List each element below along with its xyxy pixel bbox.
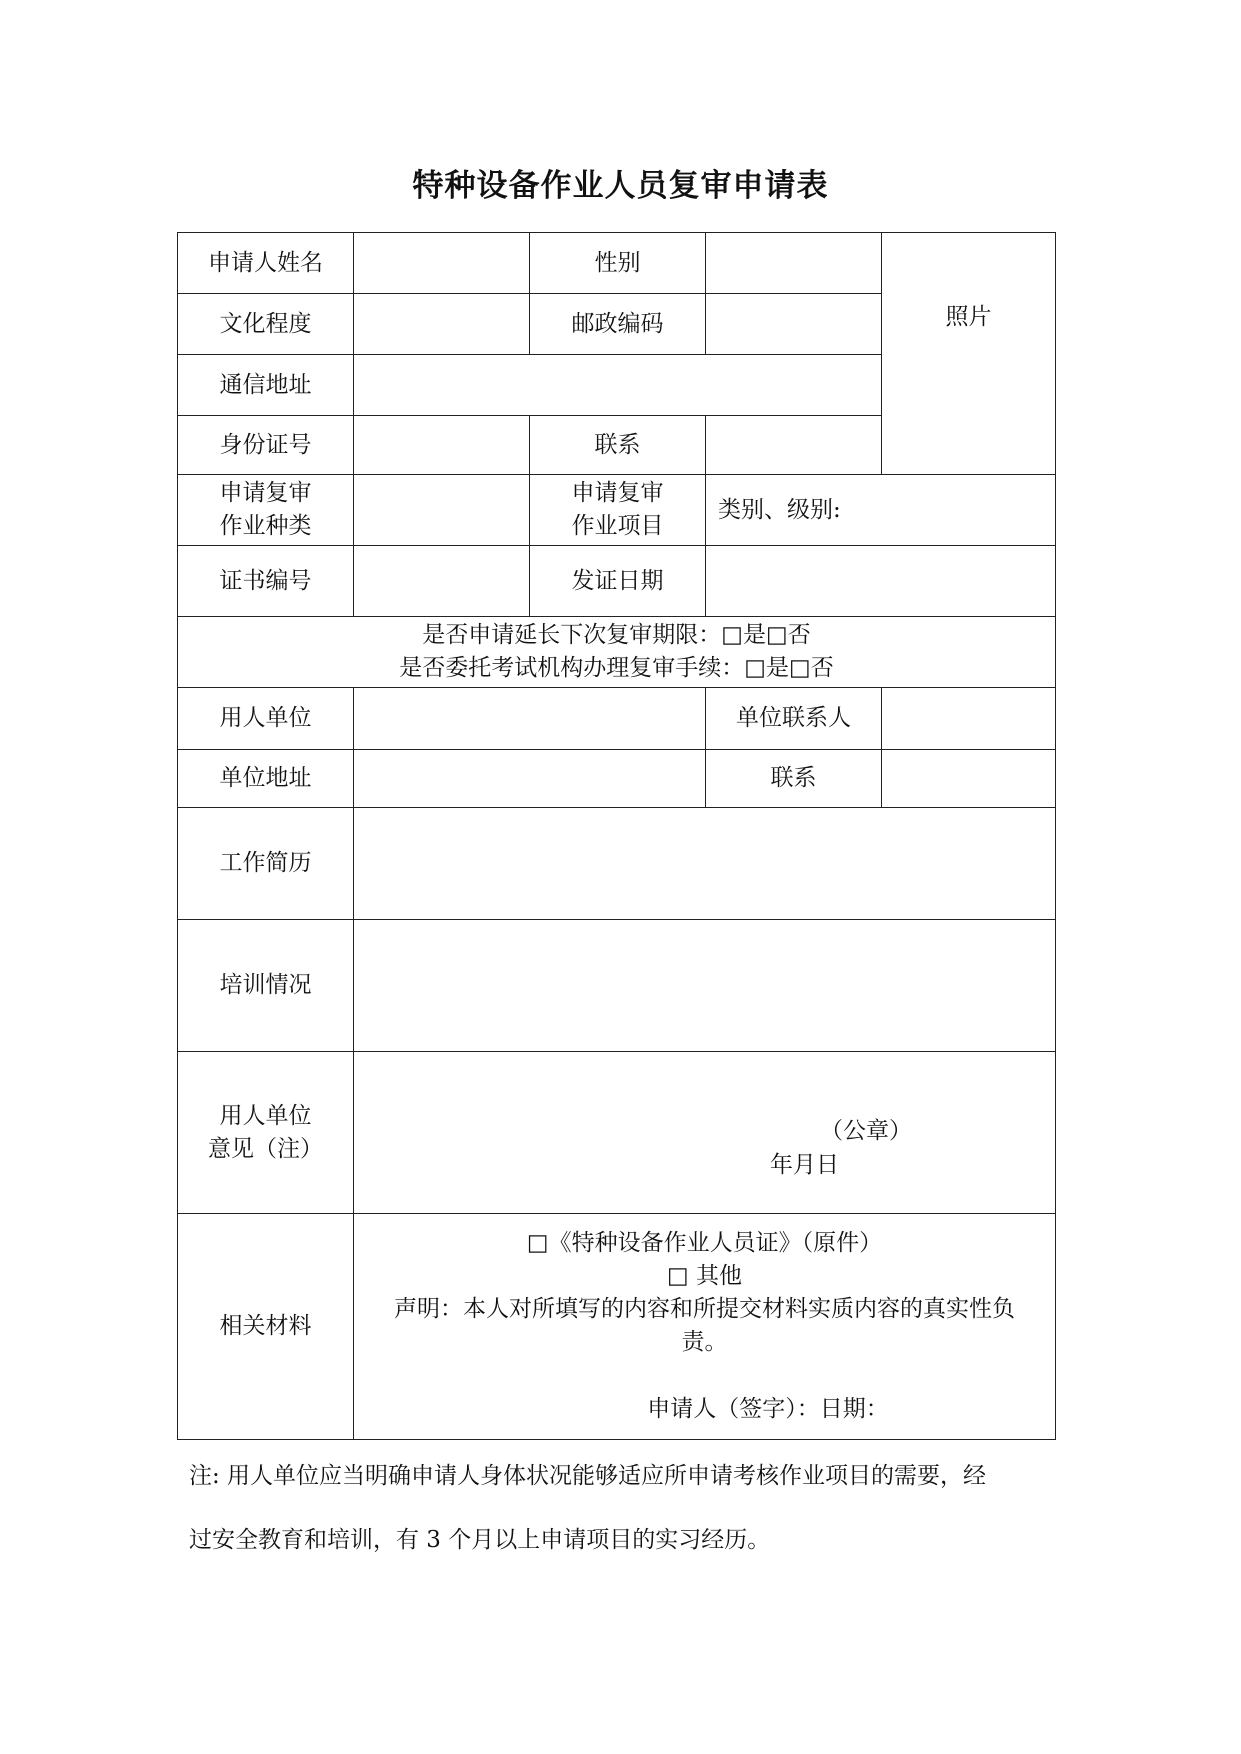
employer-phone-label: 联系 xyxy=(706,750,882,808)
id-number-field[interactable] xyxy=(354,416,530,475)
employer-opinion-label xyxy=(178,1052,354,1214)
options-cell[interactable] xyxy=(178,617,1056,688)
postcode-field[interactable] xyxy=(706,294,882,355)
name-field[interactable] xyxy=(354,233,530,294)
employer-opinion-label-line1: 用人单位 xyxy=(219,1102,312,1129)
category-level-label: 类别、级别: xyxy=(718,496,841,523)
employer-contact-label: 单位联系人 xyxy=(706,688,882,750)
education-field[interactable] xyxy=(354,294,530,355)
review-item-label xyxy=(530,475,706,546)
training-field[interactable] xyxy=(354,920,1056,1052)
materials-label: 相关材料 xyxy=(178,1214,354,1440)
employer-address-label: 单位地址 xyxy=(178,750,354,808)
review-type-label-line2: 作业种类 xyxy=(219,513,312,539)
footnote-line1: 注: 用人单位应当明确申请人身体状况能够适应所申请考核作业项目的需要，经 xyxy=(189,1463,987,1489)
training-label: 培训情况 xyxy=(178,920,354,1052)
review-type-label-line1: 申请复审 xyxy=(219,480,312,506)
declaration-line1: 声明：本人对所填写的内容和所提交材料实质内容的真实性负 xyxy=(394,1296,1015,1322)
contact-label: 联系 xyxy=(530,416,706,475)
education-label: 文化程度 xyxy=(178,294,354,355)
name-label: 申请人姓名 xyxy=(178,233,354,294)
gender-label: 性别 xyxy=(530,233,706,294)
review-type-label xyxy=(178,475,354,546)
employer-label: 用人单位 xyxy=(178,688,354,750)
employer-phone-field[interactable] xyxy=(882,750,1056,808)
work-history-field[interactable] xyxy=(354,808,1056,920)
application-form-table xyxy=(177,232,1056,1440)
employer-opinion-field[interactable] xyxy=(354,1052,1056,1214)
signature-date-line[interactable]: 申请人（签字）：日期： xyxy=(647,1396,889,1422)
footnote-line2: 过安全教育和培训，有 3 个月以上申请项目的实习经历。 xyxy=(189,1527,771,1553)
photo-box[interactable] xyxy=(882,233,1056,475)
material-certificate-checkbox[interactable]: □《特种设备作业人员证》（原件） xyxy=(526,1230,883,1256)
materials-field xyxy=(354,1214,1056,1440)
address-label: 通信地址 xyxy=(178,355,354,416)
opinion-date: 年月日 xyxy=(770,1152,839,1178)
cert-number-label: 证书编号 xyxy=(178,546,354,617)
category-level-field[interactable] xyxy=(706,475,1056,546)
id-number-label: 身份证号 xyxy=(178,416,354,475)
contact-field[interactable] xyxy=(706,416,882,475)
issue-date-field[interactable] xyxy=(706,546,1056,617)
extend-review-question[interactable]: 是否申请延长下次复审期限：□是□否 xyxy=(422,622,811,648)
review-item-label-line1: 申请复审 xyxy=(571,480,664,506)
cert-number-field[interactable] xyxy=(354,546,530,617)
seal-label: （公章） xyxy=(820,1118,912,1144)
photo-label: 照片 xyxy=(945,304,992,330)
material-other-checkbox[interactable]: □ 其他 xyxy=(666,1263,743,1289)
employer-field[interactable] xyxy=(354,688,706,750)
form-title: 特种设备作业人员复审申请表 xyxy=(412,168,829,204)
employer-contact-field[interactable] xyxy=(882,688,1056,750)
work-history-label: 工作简历 xyxy=(178,808,354,920)
declaration-line2: 责。 xyxy=(681,1329,728,1355)
postcode-label: 邮政编码 xyxy=(530,294,706,355)
review-item-label-line2: 作业项目 xyxy=(571,513,664,539)
issue-date-label: 发证日期 xyxy=(530,546,706,617)
employer-address-field[interactable] xyxy=(354,750,706,808)
entrust-exam-question[interactable]: 是否委托考试机构办理复审手续：□是□否 xyxy=(399,655,834,681)
gender-field[interactable] xyxy=(706,233,882,294)
review-type-field[interactable] xyxy=(354,475,530,546)
employer-opinion-label-line2: 意见（注） xyxy=(208,1135,323,1162)
address-field[interactable] xyxy=(354,355,882,416)
